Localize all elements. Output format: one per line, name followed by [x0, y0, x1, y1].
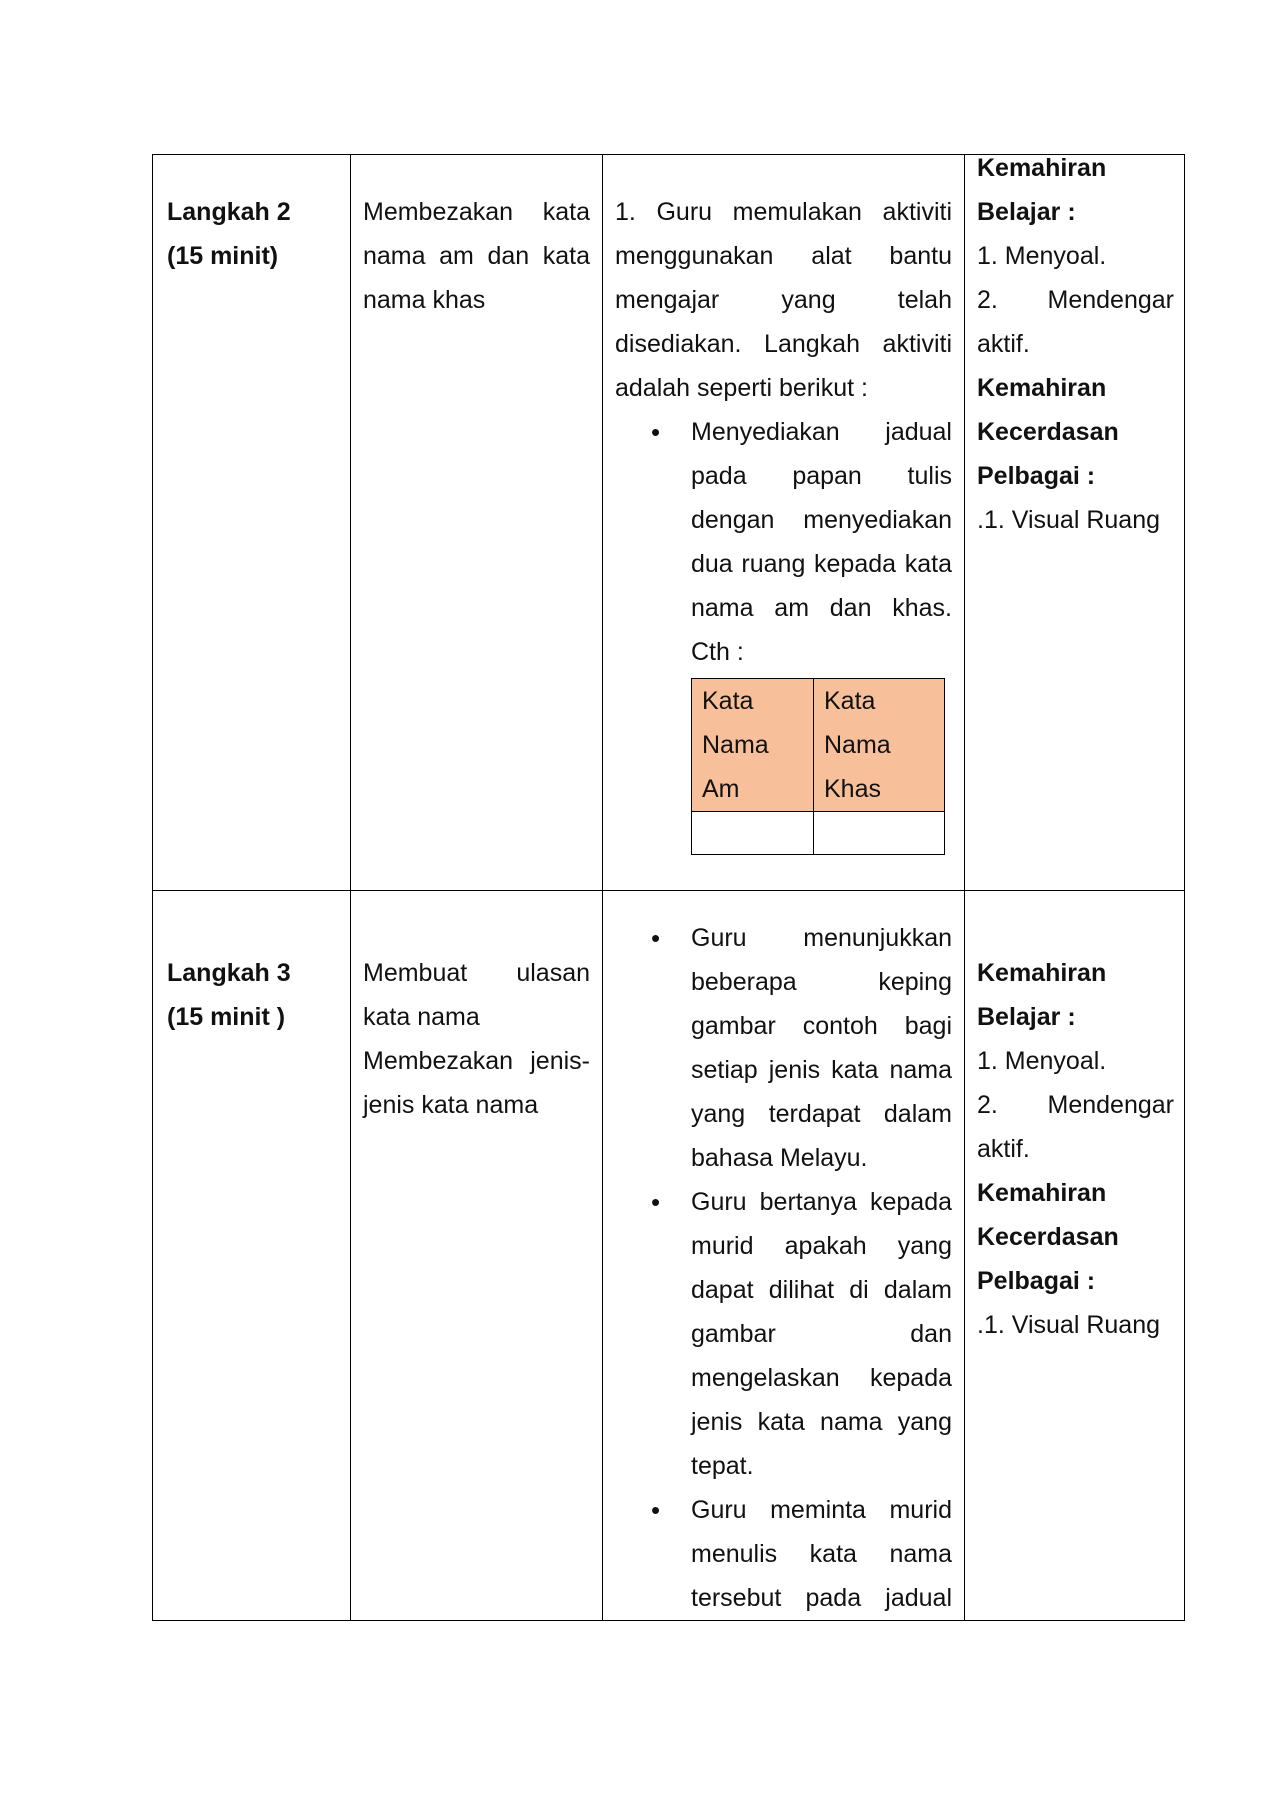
step-cell: [153, 891, 351, 1621]
activity-intro: 1. Guru memulakan aktiviti menggunakan alat bantu mengajar yang telah disediakan. Langkah aktiviti adalah seperti berikut :: [615, 198, 952, 402]
activity-bullet: • Guru meminta murid menulis kata nama tersebut pada jadual: [615, 1488, 952, 1620]
example-table: [691, 678, 945, 855]
skills-heading-belajar: Kemahiran Belajar :: [977, 154, 1107, 226]
skills-item: 2. Mendengar aktif.: [977, 286, 1174, 358]
example-empty-cell: [814, 812, 945, 855]
step-cell: [153, 155, 351, 891]
lesson-plan-table: [152, 154, 1185, 1621]
skills-item: 1. Menyoal.: [977, 242, 1107, 270]
objective-line: Membuat ulasan kata nama: [363, 959, 590, 1031]
activity-cell: [603, 891, 965, 1621]
skills-item: 2. Mendengar aktif.: [977, 1091, 1174, 1163]
objective-text: [363, 951, 590, 1127]
example-table-header: [692, 679, 945, 812]
lesson-row-step-3: [153, 891, 1185, 1621]
activity-bullet: • Menyediakan jadual pada papan tulis dengan menyediakan dua ruang kepada kata nama am dan khas. Cth :: [615, 410, 952, 674]
objective-cell: [351, 891, 603, 1621]
activity-bullet-list: [615, 410, 952, 674]
skills-content: [977, 951, 1174, 1347]
step-label: Langkah 2 (15 minit): [167, 198, 291, 270]
skills-item: .1. Visual Ruang: [977, 506, 1160, 534]
activity-bullet: • Guru bertanya kepada murid apakah yang dapat dilihat di dalam gambar dan mengelaskan kepada jenis kata nama yang tepat.: [615, 1180, 952, 1488]
step-label: Langkah 3 (15 minit ): [167, 959, 291, 1031]
skills-content: [977, 146, 1174, 542]
activity-content: [615, 190, 952, 855]
activity-content: [615, 916, 952, 1620]
skills-cell: [965, 155, 1185, 891]
lesson-row-step-2: [153, 155, 1185, 891]
skills-heading-kecerdasan: Kemahiran Kecerdasan Pelbagai :: [977, 1179, 1119, 1295]
objective-cell: [351, 155, 603, 891]
activity-bullet-list: [615, 916, 952, 1620]
example-header-khas: Kata Nama Khas: [814, 679, 945, 812]
example-empty-cell: [692, 812, 814, 855]
skills-heading-belajar: Kemahiran Belajar :: [977, 959, 1107, 1031]
objective-line: Membezakan jenis-jenis kata nama: [363, 1047, 590, 1119]
objective-text: Membezakan kata nama am dan kata nama khas: [363, 198, 590, 314]
activity-bullet: • Guru menunjukkan beberapa keping gambar contoh bagi setiap jenis kata nama yang terdapat dalam bahasa Melayu.: [615, 916, 952, 1180]
skills-heading-kecerdasan: Kemahiran Kecerdasan Pelbagai :: [977, 374, 1119, 490]
example-header-am: Kata Nama Am: [692, 679, 814, 812]
skills-item: 1. Menyoal.: [977, 1047, 1107, 1075]
skills-cell: [965, 891, 1185, 1621]
example-table-empty-row: [692, 812, 945, 855]
activity-cell: [603, 155, 965, 891]
skills-item: .1. Visual Ruang: [977, 1311, 1160, 1339]
